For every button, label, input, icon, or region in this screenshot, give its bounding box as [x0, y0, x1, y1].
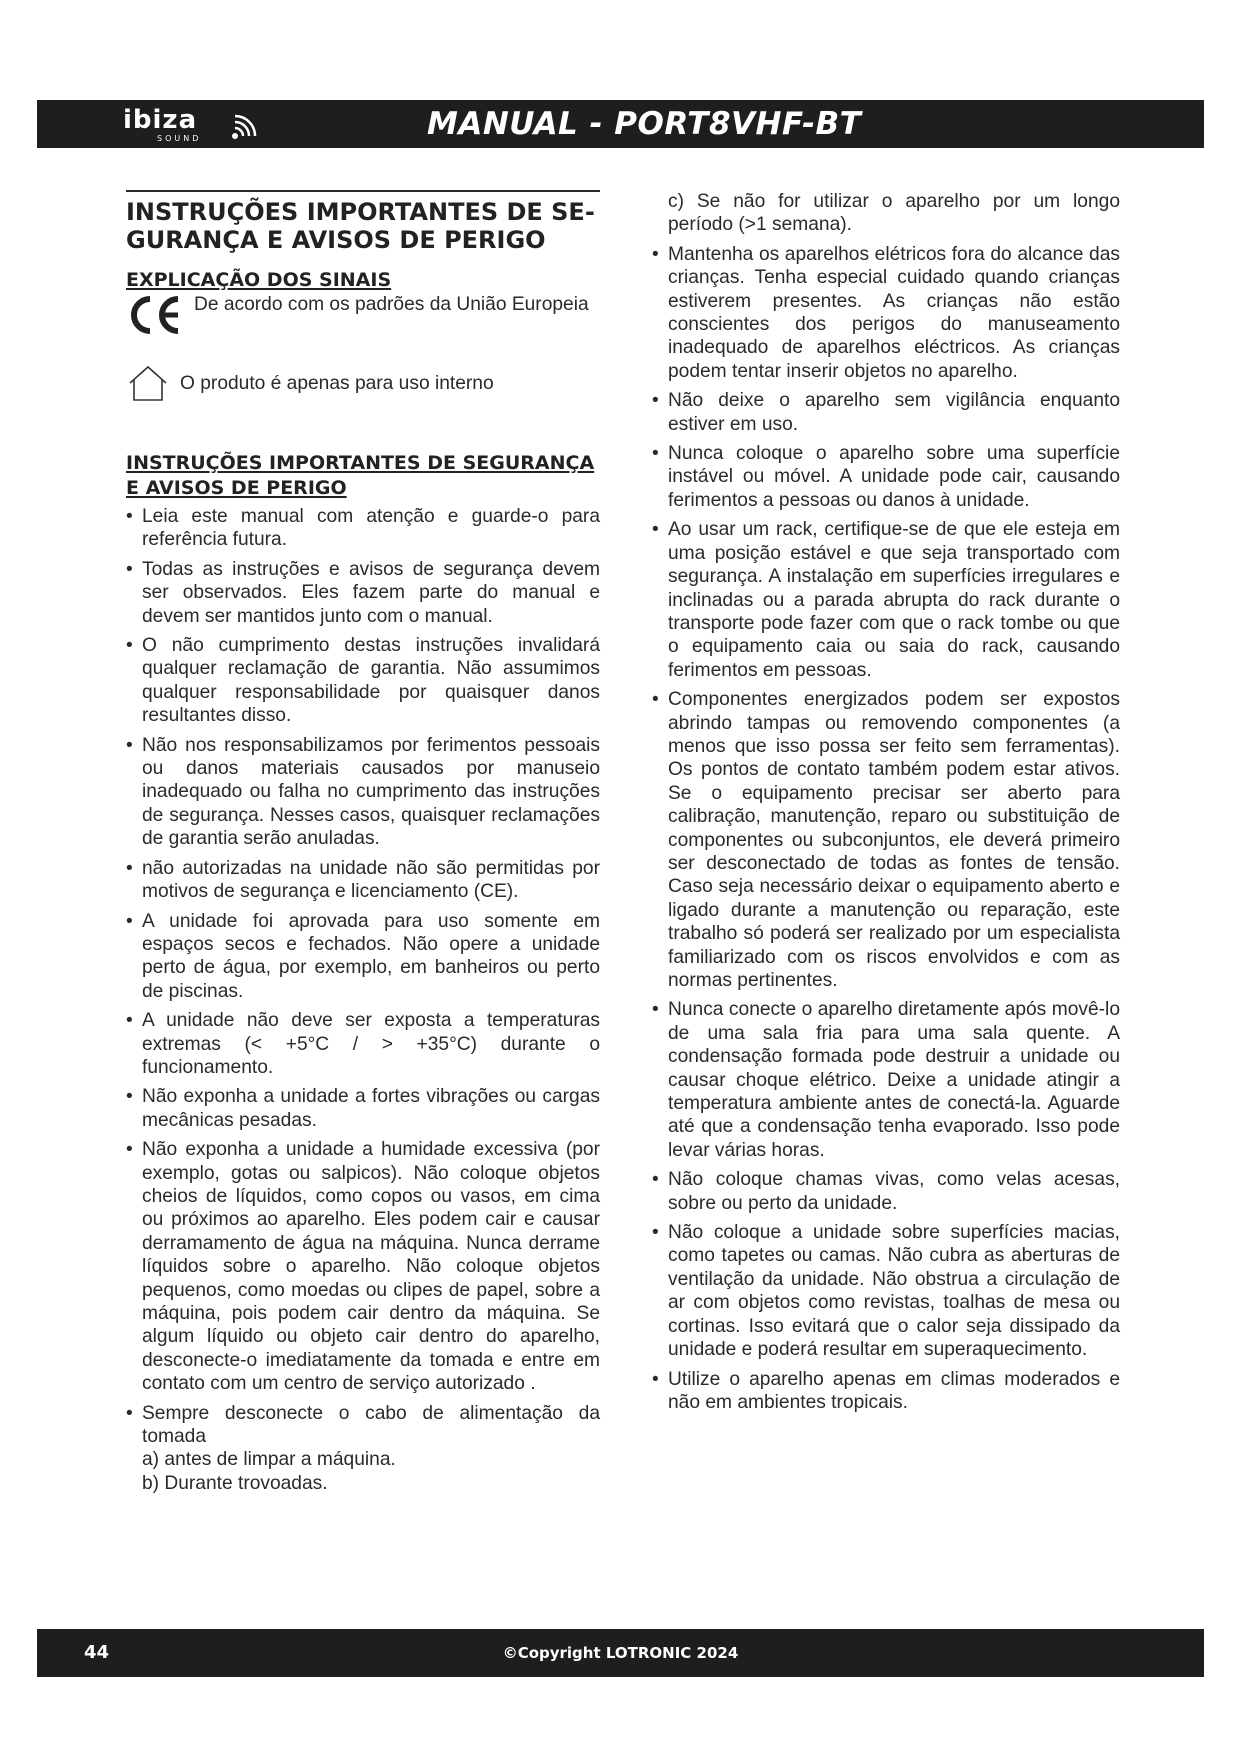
house-sign-text: O produto é apenas para uso interno: [180, 373, 494, 394]
page-header: [37, 100, 1204, 148]
list-item: • Não deixe o aparelho sem vigilância enquanto estiver em uso.: [652, 389, 1120, 436]
list-item: • O não cumprimento destas instruções invalidará qualquer reclamação de garantia. Não assumimos qualquer responsabilidade por quaisquer danos resultantes disso.: [126, 634, 600, 728]
sound-waves-icon: [227, 110, 267, 142]
list-item: • Ao usar um rack, certifique-se de que ele esteja em uma posição estável e que seja transportado com segurança. A instalação em superfícies irregulares e inclinadas ou a parada abrupta do rack durante o transporte pode fazer com que o rack tombe ou que o equipamento caia ou saia do rack, causando ferimentos em pessoas.: [652, 518, 1120, 682]
list-item: • não autorizadas na unidade não são permitidas por motivos de segurança e licenciamento (CE).: [126, 857, 600, 904]
list-item: • Não coloque chamas vivas, como velas acesas, sobre ou perto da unidade.: [652, 1168, 1120, 1215]
ce-sign-text: De acordo com os padrões da União Europeia: [194, 294, 589, 315]
list-item-power: [126, 1402, 600, 1496]
page-footer: [37, 1629, 1204, 1677]
brand-logo-sub: SOUND: [157, 134, 202, 143]
house-icon: [126, 363, 170, 403]
list-item: • Não exponha a unidade a fortes vibrações ou cargas mecânicas pesadas.: [126, 1085, 600, 1132]
list-item: • Nunca coloque o aparelho sobre uma superfície instável ou móvel. A unidade pode cair, causando ferimentos a pessoas ou danos à unidade.: [652, 442, 1120, 512]
list-item: • Utilize o aparelho apenas em climas moderados e não em ambientes tropicais.: [652, 1368, 1120, 1415]
house-sign-row: [126, 363, 600, 403]
ce-mark-icon: [126, 293, 184, 337]
right-column: [652, 190, 1120, 1420]
list-item: • A unidade não deve ser exposta a temperaturas extremas (< +5°C / > +35°C) durante o funcionamento.: [126, 1009, 600, 1079]
list-item: • Não nos responsabilizamos por ferimentos pessoais ou danos materiais causados por manuseio inadequado ou falha no cumprimento das instruções de segurança. Nesses casos, quaisquer reclamações de garantia serão anuladas.: [126, 734, 600, 851]
list-item: • Não exponha a unidade a humidade excessiva (por exemplo, gotas ou salpicos). Não coloque objetos cheios de líquidos, como copos ou vasos, em cima ou próximos ao aparelho. Eles podem cair e causar derramamento de água na máquina. Nunca derrame líquidos sobre o aparelho. Não coloque objetos pequenos, como moedas ou clipes de papel, sobre a máquina, pois podem cair dentro da máquina. Se algum líquido ou objeto cair dentro do aparelho, desconecte-o imediatamente da tomada e entre em contato com um centro de serviço autorizado .: [126, 1138, 600, 1395]
list-item: • A unidade foi aprovada para uso somente em espaços secos e fechados. Não opere a unidade perto de água, por exemplo, em banheiros ou perto de piscinas.: [126, 910, 600, 1004]
signs-heading: EXPLICAÇÃO DOS SINAIS: [126, 269, 392, 291]
safety-section-heading: INSTRUÇÕES IMPORTANTES DE SEGURANÇA E AVISOS DE PERIGO: [126, 452, 595, 499]
list-item: • Nunca conecte o aparelho diretamente após movê-lo de uma sala fria para uma sala quente. A condensação formada pode destruir a unidade ou causar choque elétrico. Deixe a unidade atingir a temperatura ambiente antes de conectá-la. Aguarde até que a condensação tenha evaporado. Isso pode levar várias horas.: [652, 998, 1120, 1162]
safety-list-left: [126, 505, 600, 1495]
left-column: [126, 190, 600, 1501]
copyright-text: ©Copyright LOTRONIC 2024: [502, 1644, 739, 1662]
page-number: 44: [84, 1642, 110, 1663]
continuation-line: c) Se não for utilizar o aparelho por um longo período (>1 semana).: [668, 191, 1120, 236]
power-item-text: Sempre desconecte o cabo de alimentação da tomada: [142, 1402, 600, 1448]
list-item: • Leia este manual com atenção e guarde-o para referência futura.: [126, 505, 600, 552]
safety-list-right: [652, 243, 1120, 1415]
list-item: • Não coloque a unidade sobre superfícies macias, como tapetes ou camas. Não cubra as aberturas de ventilação da unidade. Não obstrua a circulação de ar com objetos como revistas, toalhas de mesa ou cortinas. Isso evitará que o calor seja dissipado da unidade e poderá resultar em superaquecimento.: [652, 1221, 1120, 1361]
manual-title: MANUAL - PORT8VHF-BT: [427, 106, 862, 142]
title-rule: [126, 190, 600, 192]
power-sub-a: a) antes de limpar a máquina.: [142, 1449, 396, 1471]
power-sub-b: b) Durante trovoadas.: [142, 1472, 328, 1494]
list-item: • Mantenha os aparelhos elétricos fora do alcance das crianças. Tenha especial cuidado quando crianças estiverem presentes. As crianças não estão conscientes dos perigos do manuseamento inadequado de aparelhos eléctricos. As crianças podem tentar inserir objetos no aparelho.: [652, 243, 1120, 383]
ce-sign-row: [126, 293, 600, 337]
list-item: • Todas as instruções e avisos de segurança devem ser observados. Eles fazem parte do manual e devem ser mantidos junto com o manual.: [126, 558, 600, 628]
brand-logo: ibiza: [123, 105, 198, 135]
main-title: INSTRUÇÕES IMPORTANTES DE SE-GURANÇA E AVISOS DE PERIGO: [126, 198, 595, 254]
list-item: • Componentes energizados podem ser expostos abrindo tampas ou removendo componentes (a menos que isso possa ser feito sem ferramentas). Os pontos de contato também podem estar ativos. Se o equipamento precisar ser aberto para calibração, manutenção, reparo ou substituição de componentes ou subconjuntos, ele deverá primeiro ser desconectado de todas as fontes de tensão. Caso seja necessário deixar o equipamento aberto e ligado durante a manutenção ou reparação, este trabalho só poderá ser realizado por um especialista familiarizado com os riscos envolvidos e com as normas pertinentes.: [652, 688, 1120, 992]
